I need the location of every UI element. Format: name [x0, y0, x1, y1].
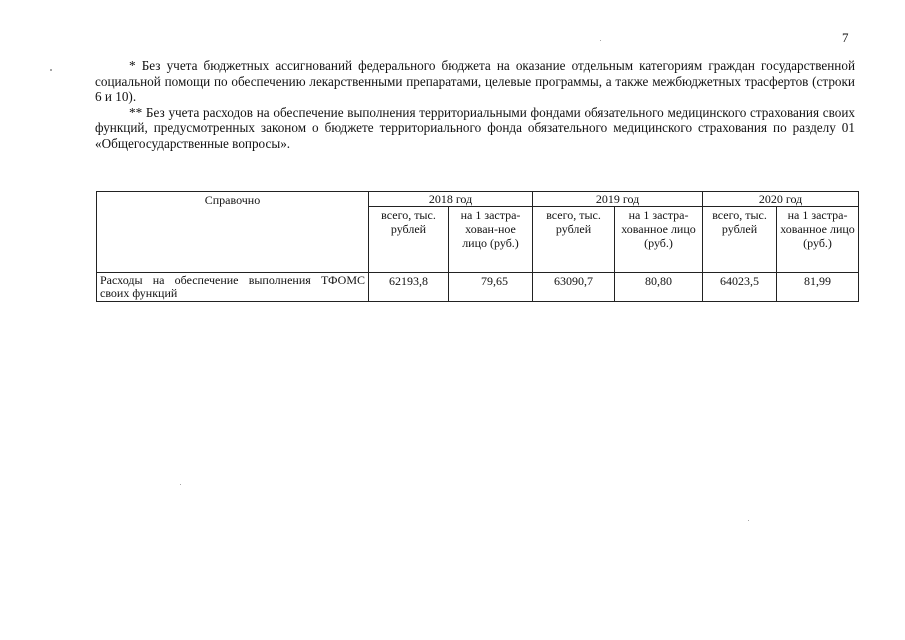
footnote-2: ** Без учета расходов на обеспечение выполнения территориальными фондами обязательного медицинского страхования своих функций, предусмотренных законом о бюджете территориального фонда обязательного медицинского страхования по разделу 01 «Общегосударственные вопросы».: [95, 104, 855, 151]
cell-total-2018: 62193,8: [369, 273, 449, 302]
footnotes: [95, 58, 855, 151]
year-header-2019: 2019 год: [533, 192, 703, 207]
year-header-2018: 2018 год: [369, 192, 533, 207]
cell-per-insured-2019: 80,80: [615, 273, 703, 302]
cell-per-insured-2018: 79,65: [449, 273, 533, 302]
scan-speck: [180, 484, 181, 485]
subheader-total-2020: всего, тыс. рублей: [703, 207, 777, 273]
subheader-per-insured-2019: на 1 застра-хованное лицо (руб.): [615, 207, 703, 273]
cell-total-2019: 63090,7: [533, 273, 615, 302]
page-number: 7: [842, 30, 849, 45]
scan-speck: [50, 69, 52, 71]
row-label: Расходы на обеспечение выполнения ТФОМС своих функций: [97, 273, 369, 302]
cell-total-2020: 64023,5: [703, 273, 777, 302]
subheader-total-2019: всего, тыс. рублей: [533, 207, 615, 273]
subheader-total-2018: всего, тыс. рублей: [369, 207, 449, 273]
scan-speck: [600, 40, 601, 41]
subheader-per-insured-2018: на 1 застра-хован-ное лицо (руб.): [449, 207, 533, 273]
scan-speck: [748, 520, 749, 521]
year-header-2020: 2020 год: [703, 192, 859, 207]
corner-header: Справочно: [97, 192, 369, 273]
cell-per-insured-2020: 81,99: [777, 273, 859, 302]
table-row: [97, 273, 859, 302]
footnote-1: * Без учета бюджетных ассигнований федерального бюджета на оказание отдельным категориям граждан государственной социальной помощи по обеспечению лекарственными препаратами, целевые программы, а также межбюджетных трасфертов (строки 6 и 10).: [95, 58, 855, 104]
subheader-per-insured-2020: на 1 застра-хованное лицо (руб.): [777, 207, 859, 273]
reference-table: [96, 191, 859, 302]
